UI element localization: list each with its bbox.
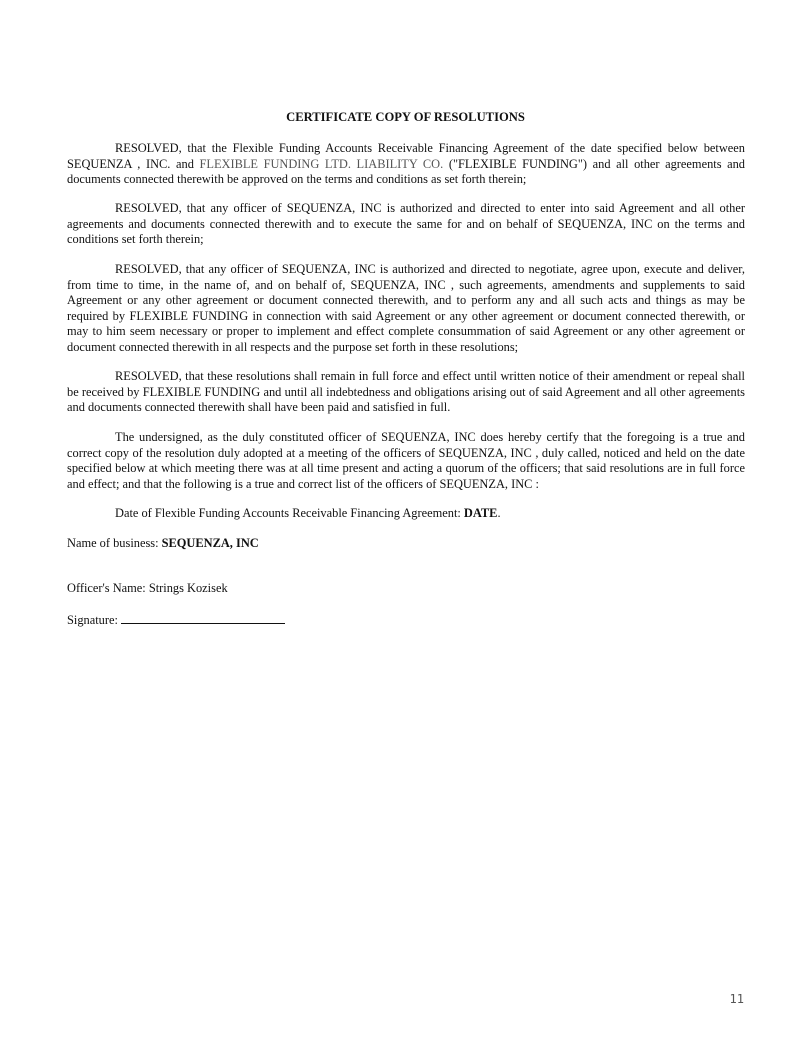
- resolution-paragraph-3: [67, 262, 745, 355]
- certification-text: The undersigned, as the duly constituted officer of SEQUENZA, INC does hereby certify that the foregoing is a true and correct copy of the resolution duly adopted at a meeting of the officers of SEQUENZA, INC , duly called, noticed and held on the date specified below at which meeting there was at all time present and acting a quorum of the officers; that said resolutions are in full force and effect; and that the following is a true and correct list of the officers of SEQUENZA, INC :: [67, 430, 745, 491]
- agreement-date-line: [115, 506, 501, 522]
- signature-blank: [121, 611, 285, 624]
- officer-name-label: Officer's Name: Strings Kozisek: [67, 581, 228, 595]
- business-name-line: [67, 536, 259, 552]
- lender-name: FLEXIBLE FUNDING LTD. LIABILITY CO.: [199, 156, 444, 171]
- resolution-3-text: RESOLVED, that any officer of SEQUENZA, INC is authorized and directed to negotiate, agree upon, execute and deliver, from time to time, in the name of, and on behalf of, SEQUENZA, INC , such agreements, amendments and supplements to said Agreement or any other agreement or document connected therewith, and to perform any and all such acts and things as may be required by FLEXIBLE FUNDING in connection with said Agreement or any other agreement or document connected therewith, or may to him seem necessary or proper to implement and effect complete consummation of said Agreement or any other agreement or document connected therewith in all respects and the purpose set forth in these resolutions;: [67, 262, 745, 354]
- agreement-date-label: Date of Flexible Funding Accounts Receivable Financing Agreement:: [115, 506, 464, 520]
- resolution-1-text-a: RESOLVED, that the Flexible Funding Accounts Receivable Financing Agreement of the date specified below between SEQUENZA , INC. and: [67, 141, 745, 171]
- agreement-date-suffix: .: [497, 506, 501, 520]
- page-number: 11: [729, 992, 744, 1006]
- business-name-label: Name of business:: [67, 536, 162, 550]
- document-title: CERTIFICATE COPY OF RESOLUTIONS: [286, 110, 525, 124]
- business-name-value: SEQUENZA, INC: [161, 536, 259, 550]
- resolution-paragraph-2: [67, 201, 745, 248]
- resolution-paragraph-1: [67, 141, 745, 188]
- agreement-date-value: DATE: [463, 506, 498, 520]
- resolution-1-text-b: ("FLEXIBLE FUNDING") and all other agreements and documents connected therewith be approved on the terms and conditions as set forth therein;: [67, 156, 746, 186]
- certification-paragraph: [67, 430, 745, 492]
- resolution-4-text: RESOLVED, that these resolutions shall remain in full force and effect until written notice of their amendment or repeal shall be received by FLEXIBLE FUNDING and until all indebtedness and obligations arising out of said Agreement and all other agreements and documents connected therewith shall have been paid and satisfied in full.: [67, 369, 745, 414]
- signature-label: Signature:: [67, 613, 118, 627]
- officer-name-line: [67, 581, 228, 597]
- resolution-paragraph-4: [67, 369, 745, 416]
- resolution-2-text: RESOLVED, that any officer of SEQUENZA, INC is authorized and directed to enter into said Agreement and all other agreements and documents connected therewith and to execute the same for and on behalf of SEQUENZA, INC on the terms and conditions set forth therein;: [67, 201, 745, 246]
- signature-line: [67, 611, 285, 629]
